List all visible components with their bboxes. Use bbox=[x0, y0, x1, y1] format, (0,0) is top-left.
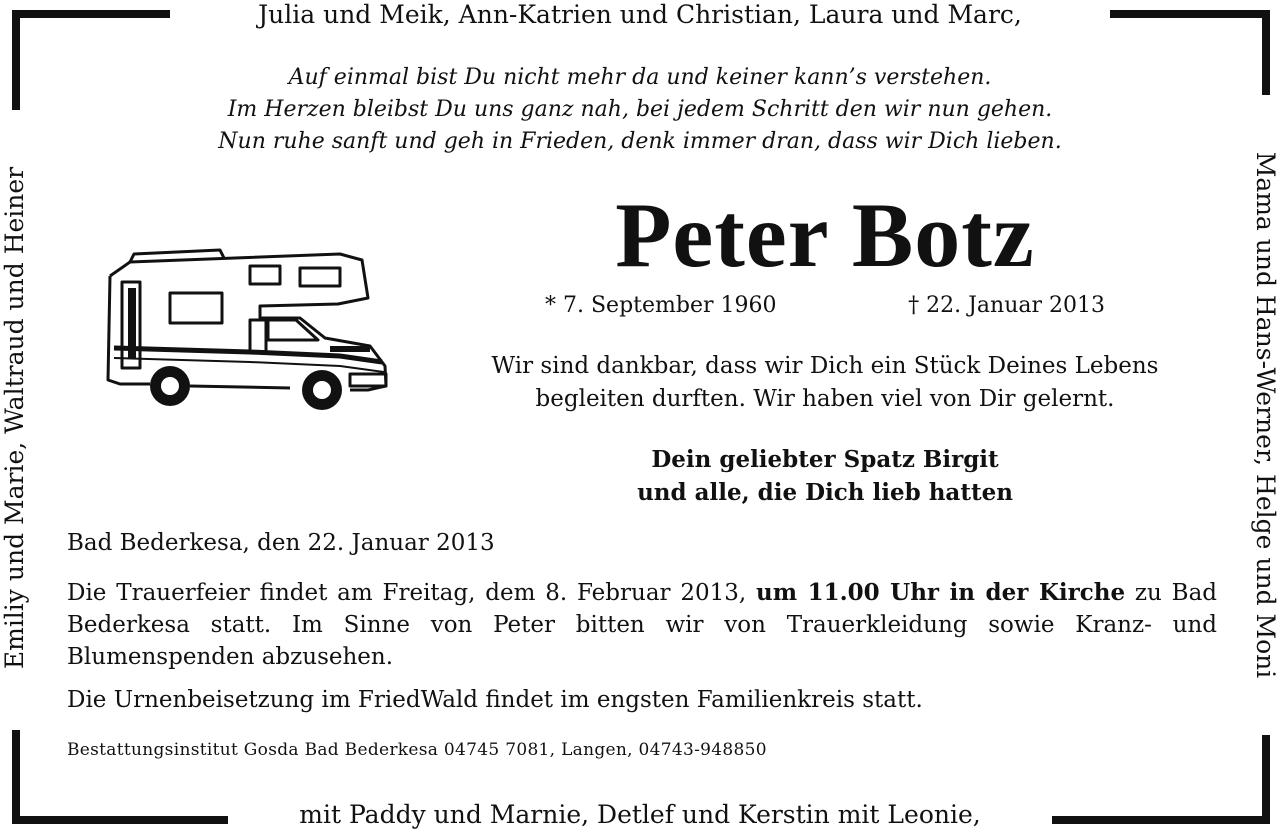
poem bbox=[0, 62, 1280, 158]
urn-burial-info: Die Urnenbeisetzung im FriedWald findet im engsten Familienkreis statt. bbox=[67, 687, 923, 713]
death-date: † 22. Januar 2013 bbox=[908, 293, 1105, 318]
birth-date: * 7. September 1960 bbox=[545, 293, 777, 318]
service-time: um 11.00 Uhr in der Kirche bbox=[756, 579, 1126, 606]
border-top-names: Julia und Meik, Ann-Katrien und Christian, Laura und Marc, bbox=[0, 0, 1280, 30]
service-text-cont: zu Bad Bederkesa statt. Im Sinne von Peter bitten wir von Trauerkleidung sowie Kranz- und Blumenspenden abzusehen. bbox=[67, 580, 1218, 670]
service-text: Die Trauerfeier findet am Freitag, dem 8. Februar 2013, bbox=[67, 580, 757, 606]
poem-line: Auf einmal bist Du nicht mehr da und keiner kann’s verstehen. bbox=[288, 65, 992, 90]
signoff-line: und alle, die Dich lieb hatten bbox=[637, 479, 1013, 506]
undertaker-contact: Bestattungsinstitut Gosda Bad Bederkesa 04745 7081, Langen, 04743-948850 bbox=[67, 740, 767, 760]
signoff bbox=[430, 443, 1220, 509]
poem-line: Nun ruhe sanft und geh in Frieden, denk immer dran, dass wir Dich lieben. bbox=[218, 129, 1062, 154]
border-bottom-names: mit Paddy und Marnie, Detlef und Kerstin mit Leonie, bbox=[0, 800, 1280, 830]
deceased-name: Peter Botz bbox=[615, 184, 1035, 286]
signoff-line: Dein geliebter Spatz Birgit bbox=[651, 446, 999, 473]
camper-van-icon bbox=[100, 248, 392, 416]
border-right-names: Mama und Hans-Werner, Helge und Moni bbox=[1250, 100, 1280, 730]
thanks-line: begleiten durften. Wir haben viel von Dir gelernt. bbox=[535, 386, 1115, 412]
border-left-names: Emiliy und Marie, Waltraud und Heiner bbox=[0, 118, 30, 718]
place-date: Bad Bederkesa, den 22. Januar 2013 bbox=[67, 530, 495, 556]
poem-line: Im Herzen bleibst Du uns ganz nah, bei jedem Schritt den wir nun gehen. bbox=[227, 97, 1053, 122]
thanks-text bbox=[430, 350, 1220, 416]
thanks-line: Wir sind dankbar, dass wir Dich ein Stück Deines Lebens bbox=[491, 353, 1159, 379]
service-info bbox=[67, 577, 1217, 673]
